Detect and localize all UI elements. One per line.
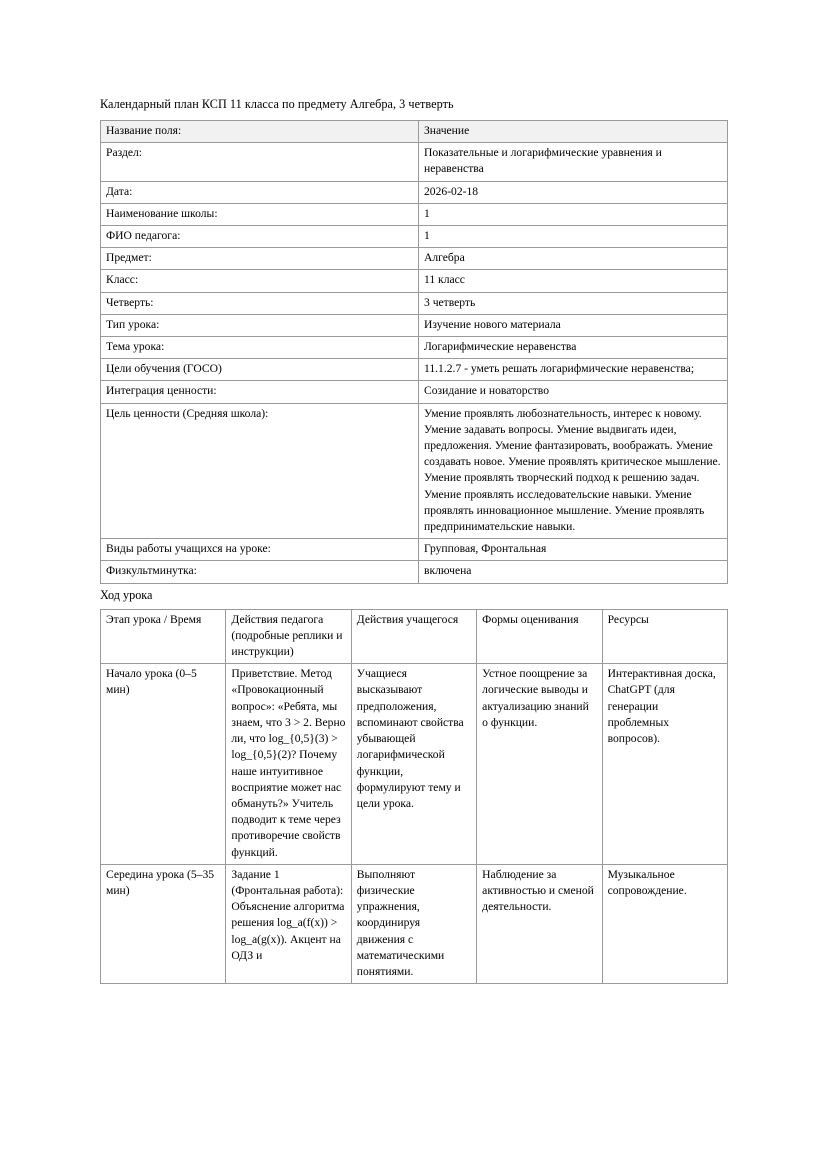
table-row (101, 181, 728, 203)
column-header-assessment-forms: Формы оценивания (477, 609, 602, 664)
cell-stage: Начало урока (0–5 мин) (101, 664, 226, 864)
table-row (101, 203, 728, 225)
table-row (101, 292, 728, 314)
table-row (101, 143, 728, 181)
table-header-row (101, 609, 728, 664)
cell-student-actions: Учащиеся высказывают предположения, вспоминают свойства убывающей логарифмической функции, формулируют тему и цели урока. (351, 664, 476, 864)
field-label: Физкультминутка: (101, 561, 419, 583)
table-row (101, 381, 728, 403)
table-row (101, 270, 728, 292)
lesson-info-table (100, 120, 728, 584)
table-row (101, 314, 728, 336)
field-value: 11.1.2.7 - уметь решать логарифмические неравенства; (419, 359, 728, 381)
field-label: Цели обучения (ГОСО) (101, 359, 419, 381)
field-label: Класс: (101, 270, 419, 292)
cell-resources: Музыкальное сопровождение. (602, 864, 727, 983)
column-header-resources: Ресурсы (602, 609, 727, 664)
field-label: ФИО педагога: (101, 226, 419, 248)
column-header-student-actions: Действия учащегося (351, 609, 476, 664)
cell-assessment-forms: Наблюдение за активностью и сменой деятельности. (477, 864, 602, 983)
field-label: Виды работы учащихся на уроке: (101, 539, 419, 561)
field-label: Тип урока: (101, 314, 419, 336)
cell-resources: Интерактивная доска, ChatGPT (для генерации проблемных вопросов). (602, 664, 727, 864)
table-header-row (101, 121, 728, 143)
cell-stage: Середина урока (5–35 мин) (101, 864, 226, 983)
cell-teacher-actions: Задание 1 (Фронтальная работа): Объяснение алгоритма решения log_a(f(x)) > log_a(g(x)). Акцент на ОДЗ и (226, 864, 351, 983)
field-value: Логарифмические неравенства (419, 337, 728, 359)
field-label: Предмет: (101, 248, 419, 270)
field-value: 11 класс (419, 270, 728, 292)
field-label: Четверть: (101, 292, 419, 314)
field-label: Тема урока: (101, 337, 419, 359)
table-row (101, 403, 728, 539)
field-value: Групповая, Фронтальная (419, 539, 728, 561)
field-value: 1 (419, 203, 728, 225)
table-row (101, 561, 728, 583)
field-value: Показательные и логарифмические уравнения и неравенства (419, 143, 728, 181)
column-header-stage: Этап урока / Время (101, 609, 226, 664)
table-row (101, 539, 728, 561)
field-label: Цель ценности (Средняя школа): (101, 403, 419, 539)
field-value: 1 (419, 226, 728, 248)
table-row (101, 864, 728, 983)
section-label-lesson-flow: Ход урока (100, 587, 153, 602)
field-value: включена (419, 561, 728, 583)
table-row (101, 359, 728, 381)
cell-student-actions: Выполняют физические упражнения, координируя движения с математическими понятиями. (351, 864, 476, 983)
field-value: 3 четверть (419, 292, 728, 314)
field-value: Алгебра (419, 248, 728, 270)
field-value: Созидание и новаторство (419, 381, 728, 403)
table-row (101, 226, 728, 248)
field-value: Изучение нового материала (419, 314, 728, 336)
cell-teacher-actions: Приветствие. Метод «Провокационный вопрос»: «Ребята, мы знаем, что 3 > 2. Верно ли, что log_{0,5}(3) > log_{0,5}(2)? Почему наше интуитивное восприятие может нас обмануть?» Учитель подводит к теме через противоречие свойств функций. (226, 664, 351, 864)
cell-assessment-forms: Устное поощрение за логические выводы и актуализацию знаний о функции. (477, 664, 602, 864)
column-header-teacher-actions: Действия педагога (подробные реплики и инструкции) (226, 609, 351, 664)
table-row (101, 248, 728, 270)
field-label: Наименование школы: (101, 203, 419, 225)
page-title: Календарный план КСП 11 класса по предмету Алгебра, 3 четверть (100, 97, 454, 111)
field-value: 2026-02-18 (419, 181, 728, 203)
field-label: Раздел: (101, 143, 419, 181)
lesson-flow-table (100, 609, 728, 984)
column-header-field: Название поля: (101, 121, 419, 143)
column-header-value: Значение (419, 121, 728, 143)
table-row (101, 664, 728, 864)
table-row (101, 337, 728, 359)
field-label: Интеграция ценности: (101, 381, 419, 403)
field-value: Умение проявлять любознательность, интерес к новому. Умение задавать вопросы. Умение выдвигать идеи, предложения. Умение фантазировать, воображать. Умение создавать новое. Умение проявлять критическое мышление. Умение проявлять творческий подход к решению задач. Умение проявлять исследовательские навыки. Умение проявлять инновационное мышление. Умение проявлять предпринимательские навыки. (419, 403, 728, 539)
field-label: Дата: (101, 181, 419, 203)
